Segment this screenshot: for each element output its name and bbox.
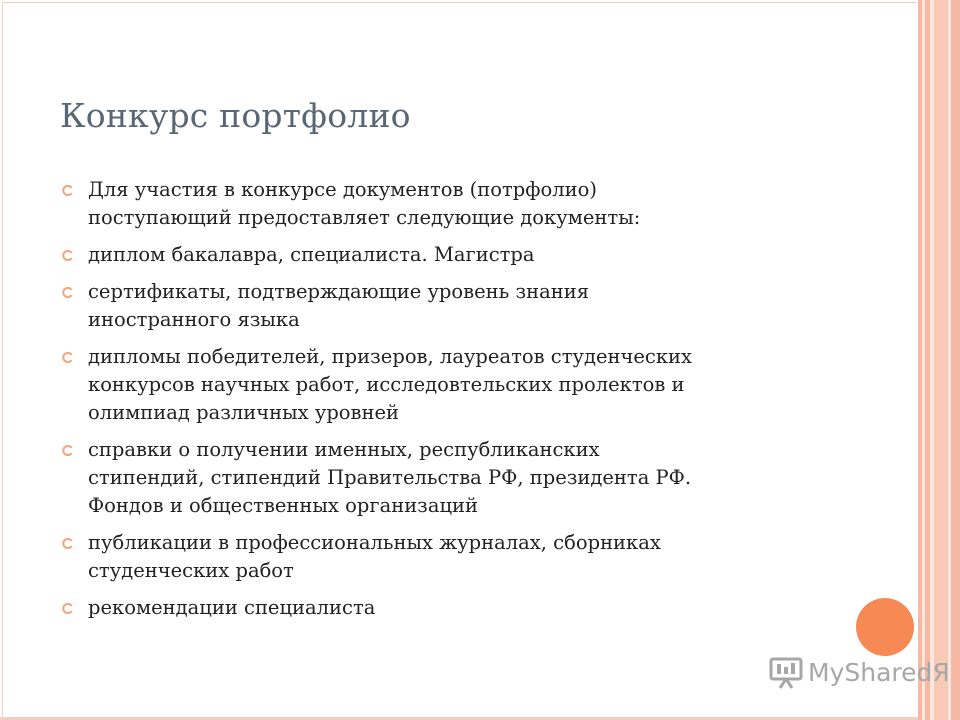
watermark	[768, 654, 950, 690]
bullet-text-line: студенческих работ	[88, 559, 294, 582]
bullet-item	[60, 176, 840, 232]
bullet-text-line: дипломы победителей, призеров, лауреатов студенческих	[88, 345, 693, 368]
bullet-marker-icon	[62, 250, 73, 261]
bullet-item	[60, 241, 840, 269]
bullet-text-line: сертификаты, подтверждающие уровень знания	[88, 280, 590, 303]
bullet-text-line: Фондов и общественных организаций	[88, 494, 478, 517]
bullet-marker-icon	[62, 185, 73, 196]
bullet-text-line: диплом бакалавра, специалиста. Магистра	[88, 243, 535, 266]
bullet-text-line: олимпиад различных уровней	[88, 401, 400, 424]
bullet-text-line: стипендий, стипендий Правительства РФ, президента РФ.	[88, 466, 692, 489]
decor-stripe	[951, 0, 960, 720]
bullet-marker-icon	[62, 538, 73, 549]
bullet-text-line: рекомендации специалиста	[88, 596, 376, 619]
bullet-list	[60, 176, 840, 631]
bullet-marker-icon	[62, 287, 73, 298]
bullet-text-line: поступающий предоставляет следующие документы:	[88, 206, 641, 229]
decor-stripe	[934, 0, 948, 720]
bullet-item	[60, 594, 840, 622]
bullet-text-line: публикации в профессиональных журналах, сборниках	[88, 531, 661, 554]
bullet-item	[60, 436, 840, 520]
watermark-text: MySharedЯ	[808, 657, 950, 687]
slide-title: Конкурс портфолио	[60, 96, 411, 135]
bullet-item	[60, 529, 840, 585]
bullet-marker-icon	[62, 445, 73, 456]
bullet-text-line: справки о получении именных, республиканских	[88, 438, 600, 461]
bullet-text-line: иностранного языка	[88, 308, 300, 331]
bullet-text-line: Для участия в конкурсе документов (потрфолио)	[88, 178, 598, 201]
bullet-item	[60, 278, 840, 334]
bullet-marker-icon	[62, 352, 73, 363]
accent-circle	[856, 598, 914, 656]
bullet-marker-icon	[62, 603, 73, 614]
presentation-board-icon	[768, 654, 804, 690]
bullet-item	[60, 343, 840, 427]
bullet-text-line: конкурсов научных работ, исследовтельских пролектов и	[88, 373, 685, 396]
